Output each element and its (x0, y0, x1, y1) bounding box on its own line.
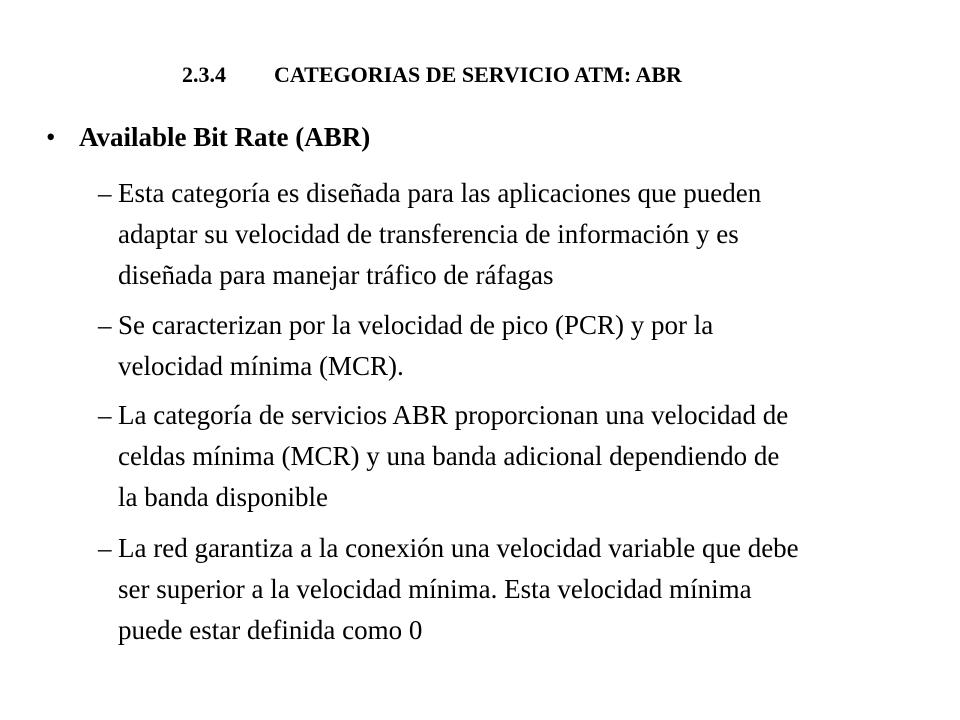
text-line: velocidad mínima (MCR). (118, 351, 404, 381)
bullet-dot: • (46, 122, 56, 152)
text-line: Se caracterizan por la velocidad de pico (PCR) y por la (118, 310, 714, 340)
sub-item-1 (98, 173, 958, 296)
section-number: 2.3.4 (182, 62, 226, 87)
text-line: La red garantiza a la conexión una velocidad variable que debe (118, 533, 799, 563)
sub-item-3 (98, 395, 958, 518)
slide-title (182, 62, 682, 88)
sub-item-4 (98, 528, 958, 651)
dash-marker: – (98, 310, 112, 340)
bullet-heading (46, 122, 370, 153)
text-line: diseñada para manejar tráfico de ráfagas (118, 260, 554, 290)
text-line: La categoría de servicios ABR proporcionan una velocidad de (118, 400, 789, 430)
text-line: la banda disponible (118, 482, 328, 512)
dash-marker: – (98, 533, 112, 563)
text-line: celdas mínima (MCR) y una banda adicional dependiendo de (118, 441, 780, 471)
dash-marker: – (98, 178, 112, 208)
text-line: Esta categoría es diseñada para las aplicaciones que pueden (118, 178, 762, 208)
dash-marker: – (98, 400, 112, 430)
text-line: ser superior a la velocidad mínima. Esta velocidad mínima (118, 574, 752, 604)
text-line: puede estar definida como 0 (118, 615, 423, 645)
sub-item-2 (98, 305, 958, 387)
section-title: CATEGORIAS DE SERVICIO ATM: ABR (274, 62, 682, 87)
text-line: adaptar su velocidad de transferencia de información y es (118, 219, 739, 249)
bullet-heading-text: Available Bit Rate (ABR) (79, 122, 371, 152)
